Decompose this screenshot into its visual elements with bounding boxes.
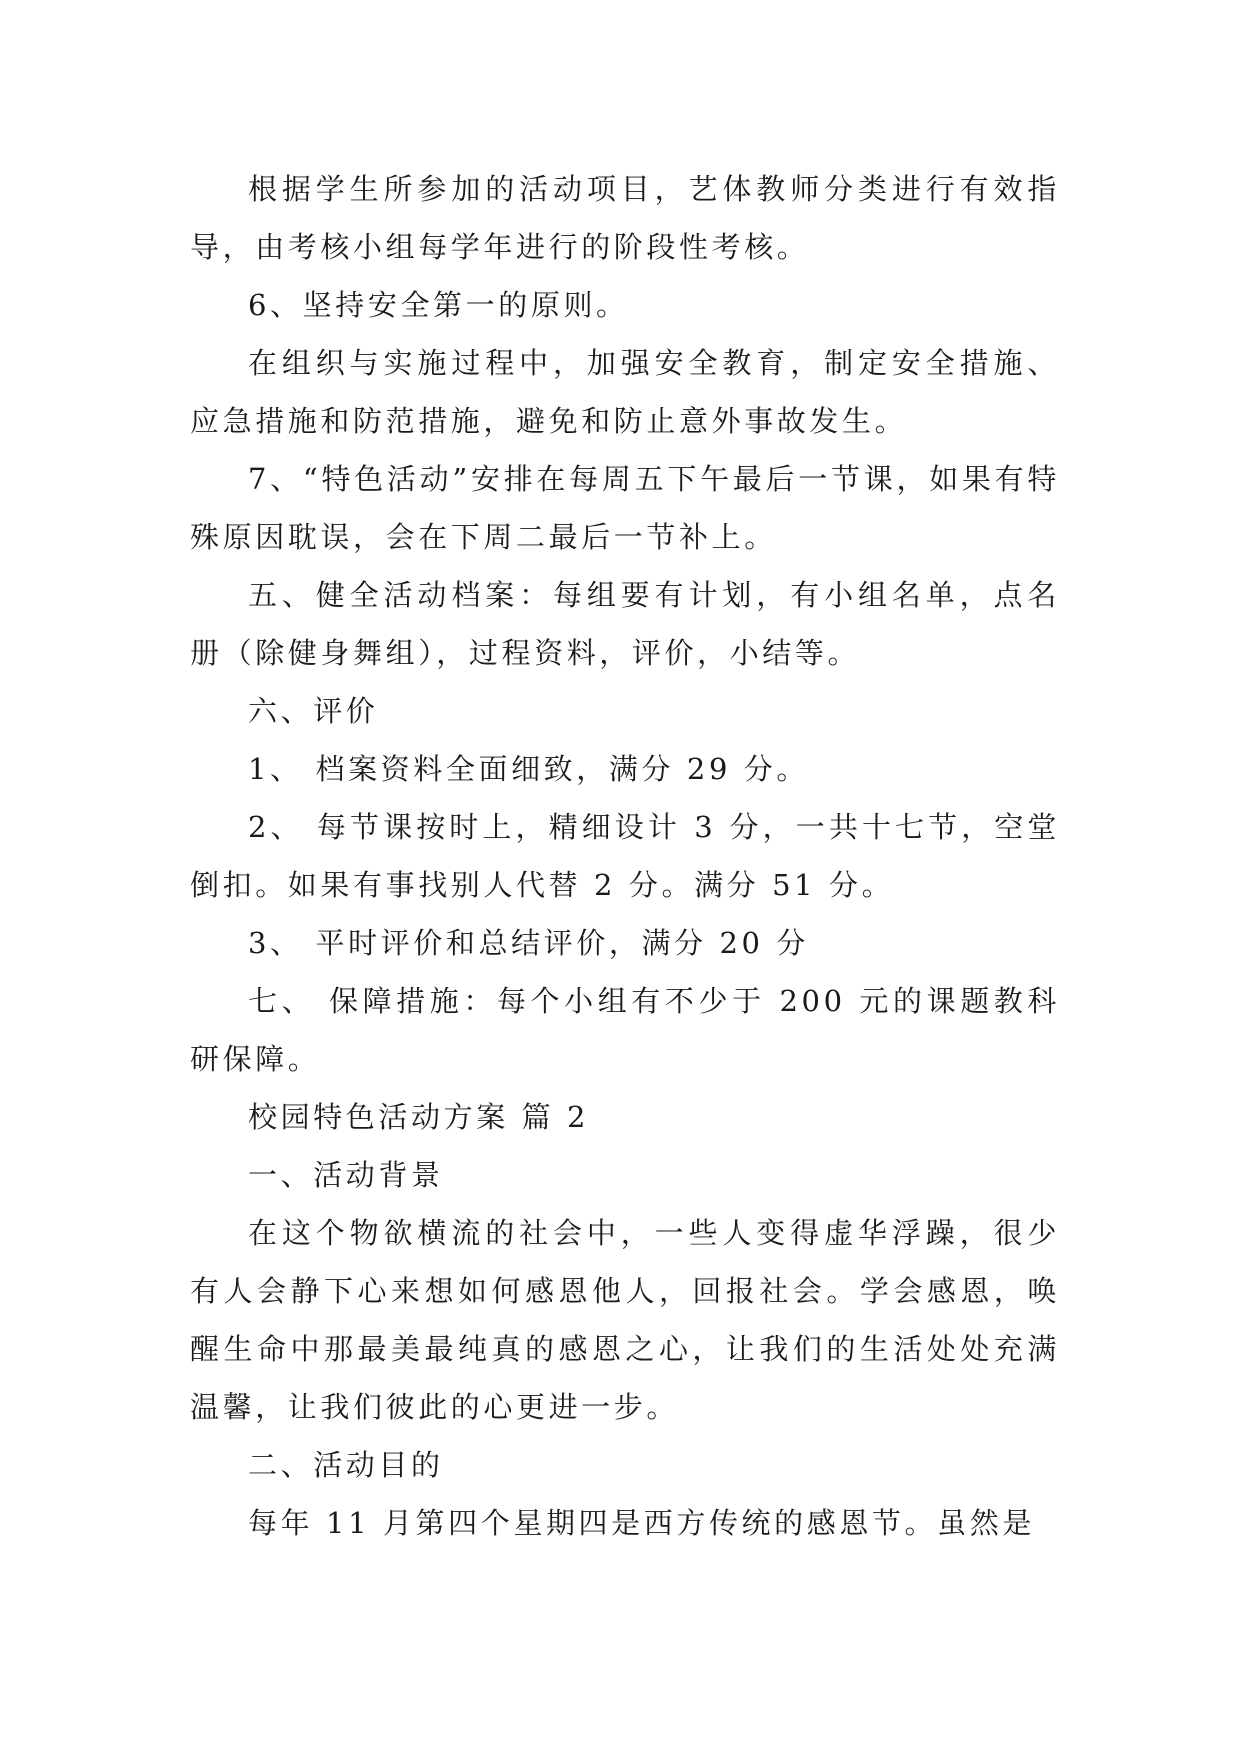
document-body (190, 160, 1060, 1552)
heading-plan-2: 校园特色活动方案 篇 2 (248, 1100, 590, 1134)
paragraph-background: 在这个物欲横流的社会中，一些人变得虚华浮躁，很少有人会静下心来想如何感恩他人，回报社会。学会感恩，唤醒生命中那最美最纯真的感恩之心，让我们的生活处处充满温馨，让我们彼此的心更进一步。 (190, 1216, 1060, 1424)
paragraph-evaluation-3: 3、 平时评价和总结评价，满分 20 分 (248, 926, 810, 960)
paragraph-evaluation-2: 2、 每节课按时上，精细设计 3 分，一共十七节，空堂倒扣。如果有事找别人代替 2 分。满分 51 分。 (190, 810, 1060, 902)
paragraph-guidance: 根据学生所参加的活动项目，艺体教师分类进行有效指导，由考核小组每学年进行的阶段性考核。 (190, 172, 1060, 264)
paragraph-evaluation-1: 1、 档案资料全面细致，满分 29 分。 (248, 752, 810, 786)
heading-purpose: 二、活动目的 (248, 1448, 444, 1482)
paragraph-purpose: 每年 11 月第四个星期四是西方传统的感恩节。虽然是 (248, 1506, 1035, 1540)
paragraph-safety-principle: 6、坚持安全第一的原则。 (248, 288, 629, 322)
paragraph-safety-measures: 在组织与实施过程中，加强安全教育，制定安全措施、应急措施和防范措施，避免和防止意外事故发生。 (190, 346, 1060, 438)
paragraph-guarantee: 七、 保障措施：每个小组有不少于 200 元的课题教科研保障。 (190, 984, 1060, 1076)
paragraph-schedule: 7、“特色活动”安排在每周五下午最后一节课，如果有特殊原因耽误，会在下周二最后一节补上。 (190, 462, 1060, 554)
heading-evaluation: 六、评价 (248, 694, 379, 728)
heading-background: 一、活动背景 (248, 1158, 444, 1192)
paragraph-archives: 五、健全活动档案：每组要有计划，有小组名单，点名册（除健身舞组），过程资料，评价，小结等。 (190, 578, 1060, 670)
